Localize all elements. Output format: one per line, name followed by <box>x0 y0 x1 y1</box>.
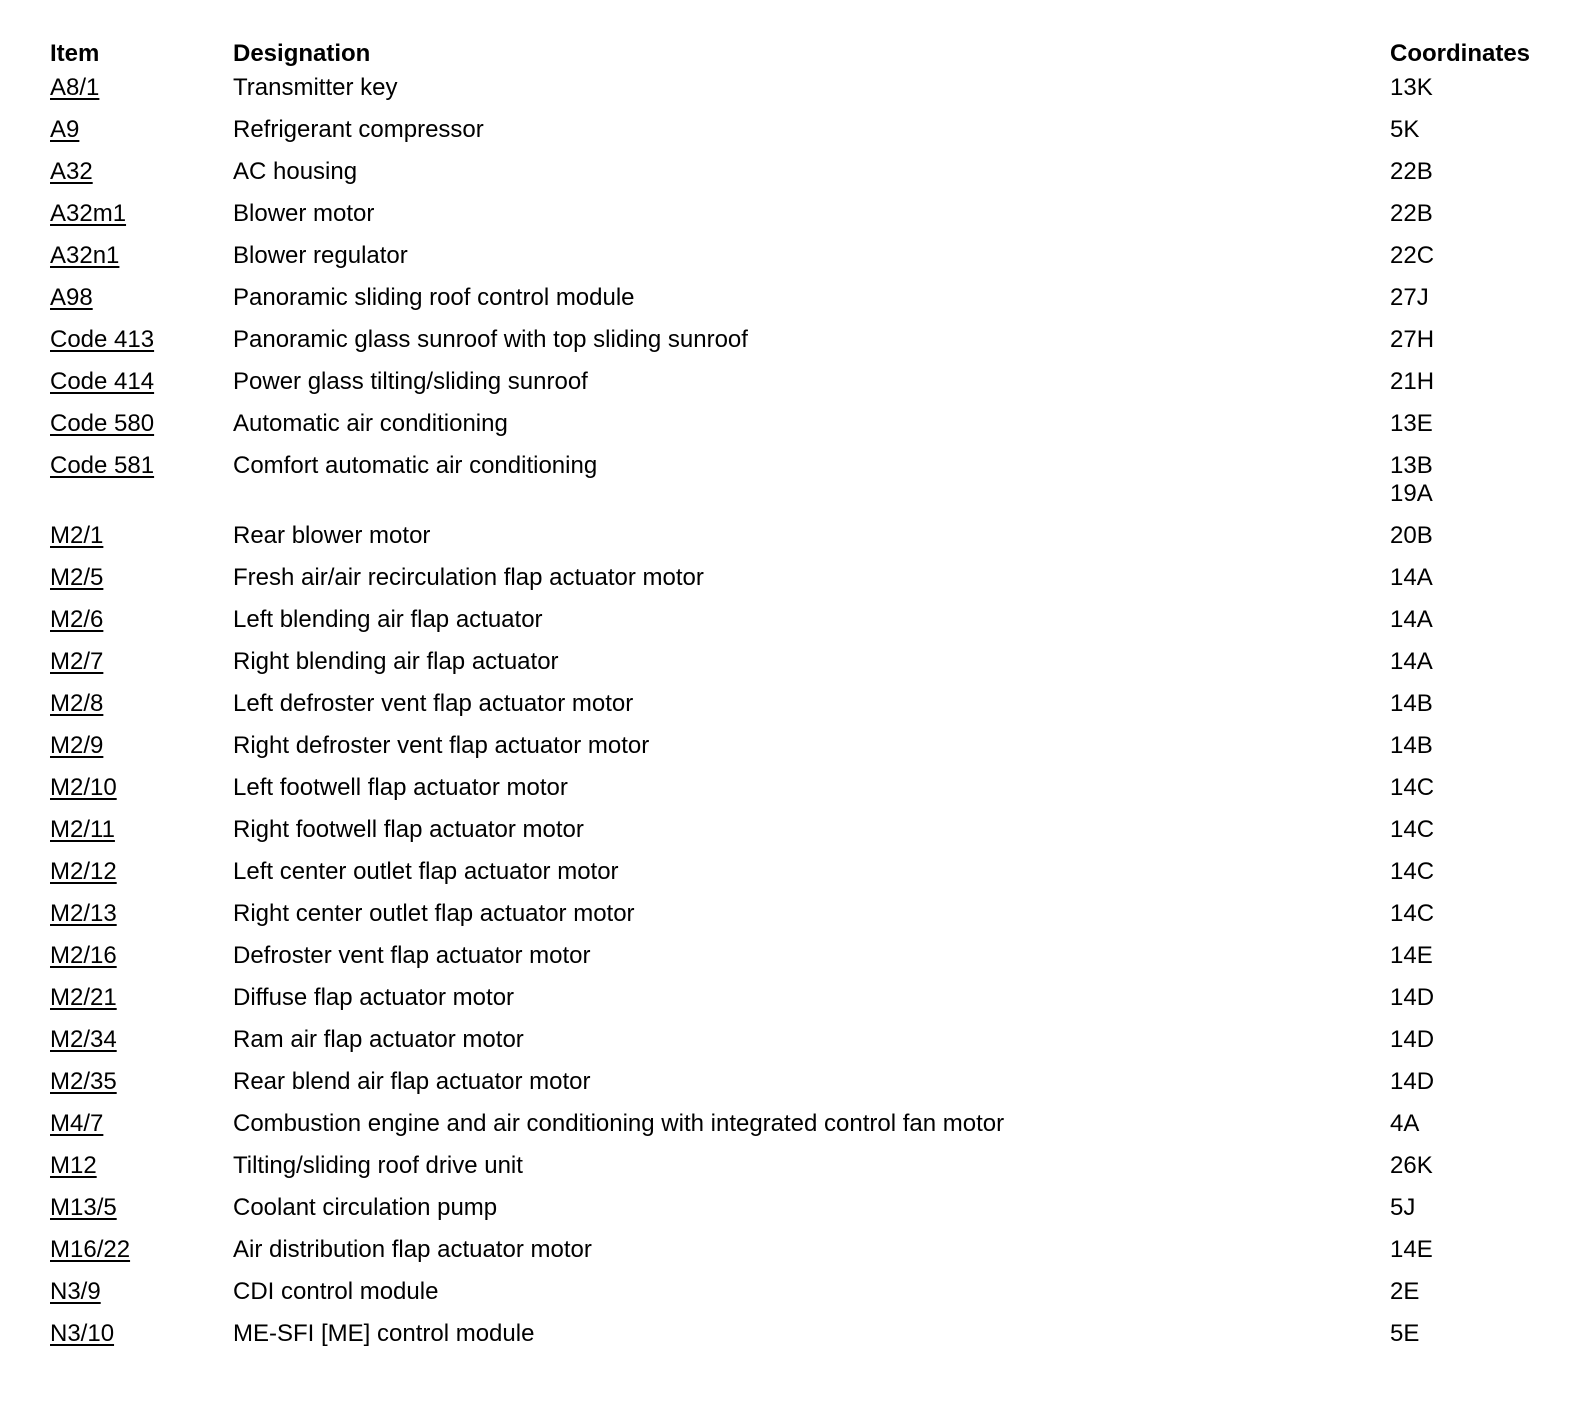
table-row <box>50 326 1550 368</box>
table-row <box>50 1194 1550 1236</box>
item-cell <box>50 1152 233 1194</box>
coordinates-cell <box>1390 368 1550 410</box>
coordinate-value: 14C <box>1390 774 1435 801</box>
designation-cell: Left blending air flap actuator <box>233 606 543 633</box>
item-link[interactable]: M2/34 <box>50 1026 117 1053</box>
table-row <box>50 816 1550 858</box>
item-cell <box>50 606 233 648</box>
coordinates-cell <box>1390 732 1550 774</box>
item-cell <box>50 816 233 858</box>
table-row <box>50 368 1550 410</box>
designation-cell: Fresh air/air recirculation flap actuator motor <box>233 564 704 591</box>
item-cell <box>50 284 233 326</box>
table-row <box>50 1236 1550 1278</box>
item-link[interactable]: M2/7 <box>50 648 104 675</box>
item-link[interactable]: A8/1 <box>50 74 100 101</box>
designation-cell: Rear blower motor <box>233 522 431 549</box>
coordinate-value: 22B <box>1390 158 1433 185</box>
designation-cell: Diffuse flap actuator motor <box>233 984 515 1011</box>
item-cell <box>50 564 233 606</box>
coordinate-value: 27H <box>1390 326 1435 353</box>
coordinates-cell <box>1390 816 1550 858</box>
table-row <box>50 858 1550 900</box>
item-link[interactable]: A32 <box>50 158 93 185</box>
coordinates-cell <box>1390 774 1550 816</box>
coordinates-cell <box>1390 564 1550 606</box>
header-row <box>50 40 1550 74</box>
coordinates-cell <box>1390 1194 1550 1236</box>
item-link[interactable]: M2/35 <box>50 1068 117 1095</box>
item-link[interactable]: A98 <box>50 284 93 311</box>
table-row <box>50 690 1550 732</box>
coordinate-value: 22C <box>1390 242 1435 269</box>
coordinate-value: 14B <box>1390 690 1433 717</box>
table-row <box>50 1320 1550 1362</box>
designation-cell: Combustion engine and air conditioning with integrated control fan motor <box>233 1110 1005 1137</box>
coordinate-value: 5K <box>1390 116 1420 143</box>
coordinate-value: 14D <box>1390 984 1435 1011</box>
table-row <box>50 648 1550 690</box>
coordinates-cell <box>1390 158 1550 200</box>
coordinate-value: 14A <box>1390 564 1433 591</box>
coordinates-cell <box>1390 326 1550 368</box>
item-link[interactable]: M2/11 <box>50 816 115 843</box>
coordinate-value: 14D <box>1390 1026 1435 1053</box>
coordinate-value: 14B <box>1390 732 1433 759</box>
item-cell <box>50 774 233 816</box>
coordinates-cell <box>1390 452 1550 522</box>
coordinates-cell <box>1390 1152 1550 1194</box>
designation-cell: Left defroster vent flap actuator motor <box>233 690 634 717</box>
coordinate-value: 4A <box>1390 1110 1420 1137</box>
item-cell <box>50 158 233 200</box>
designation-cell: Power glass tilting/sliding sunroof <box>233 368 588 395</box>
table-row <box>50 984 1550 1026</box>
table-row <box>50 452 1550 522</box>
designation-cell: Blower regulator <box>233 242 408 269</box>
coordinates-cell <box>1390 1068 1550 1110</box>
item-cell <box>50 452 233 522</box>
table-row <box>50 74 1550 116</box>
table-row <box>50 606 1550 648</box>
coordinates-cell <box>1390 1236 1550 1278</box>
table-row <box>50 1152 1550 1194</box>
coordinates-cell <box>1390 900 1550 942</box>
table-row <box>50 564 1550 606</box>
coordinates-cell <box>1390 1026 1550 1068</box>
designation-cell: ME-SFI [ME] control module <box>233 1320 535 1347</box>
item-link[interactable]: M2/5 <box>50 564 104 591</box>
coordinates-cell <box>1390 942 1550 984</box>
coordinate-value: 13B <box>1390 452 1433 479</box>
designation-cell: Right defroster vent flap actuator motor <box>233 732 650 759</box>
coordinate-value: 14A <box>1390 606 1433 633</box>
designation-cell: CDI control module <box>233 1278 439 1305</box>
table-row <box>50 410 1550 452</box>
item-cell <box>50 1236 233 1278</box>
coordinates-cell <box>1390 1320 1550 1362</box>
table-row <box>50 900 1550 942</box>
item-cell <box>50 74 233 116</box>
coordinate-value: 13E <box>1390 410 1433 437</box>
coordinates-cell <box>1390 74 1550 116</box>
designation-cell: Ram air flap actuator motor <box>233 1026 524 1053</box>
coordinates-cell <box>1390 606 1550 648</box>
item-cell <box>50 1278 233 1320</box>
item-cell <box>50 942 233 984</box>
coordinate-value: 26K <box>1390 1152 1433 1179</box>
designation-cell: Rear blend air flap actuator motor <box>233 1068 591 1095</box>
coordinates-cell <box>1390 116 1550 158</box>
coordinate-value: 14C <box>1390 858 1435 885</box>
item-cell <box>50 242 233 284</box>
table-row <box>50 1068 1550 1110</box>
coordinate-value: 27J <box>1390 284 1429 311</box>
item-link[interactable]: M2/9 <box>50 732 104 759</box>
designation-cell: Air distribution flap actuator motor <box>233 1236 592 1263</box>
item-cell <box>50 732 233 774</box>
designation-cell: Defroster vent flap actuator motor <box>233 942 591 969</box>
item-cell <box>50 858 233 900</box>
designation-cell: Panoramic glass sunroof with top sliding sunroof <box>233 326 748 353</box>
table-row <box>50 1278 1550 1320</box>
table-row <box>50 284 1550 326</box>
coordinate-value: 5J <box>1390 1194 1416 1221</box>
item-link[interactable]: M13/5 <box>50 1194 117 1221</box>
coordinates-cell <box>1390 242 1550 284</box>
item-cell <box>50 1068 233 1110</box>
item-link[interactable]: Code 581 <box>50 452 155 479</box>
designation-cell: Transmitter key <box>233 74 398 101</box>
coordinate-value: 20B <box>1390 522 1433 549</box>
coordinate-value: 14E <box>1390 942 1433 969</box>
item-cell <box>50 690 233 732</box>
table-row <box>50 522 1550 564</box>
table-row <box>50 200 1550 242</box>
coordinates-cell <box>1390 410 1550 452</box>
table-row <box>50 774 1550 816</box>
table-row <box>50 242 1550 284</box>
item-link[interactable]: M2/12 <box>50 858 117 885</box>
item-link[interactable]: A32m1 <box>50 200 127 227</box>
designation-cell: Blower motor <box>233 200 375 227</box>
item-cell <box>50 900 233 942</box>
table-body <box>50 74 1550 1362</box>
coordinate-value: 14C <box>1390 816 1435 843</box>
item-cell <box>50 984 233 1026</box>
designation-cell: Refrigerant compressor <box>233 116 484 143</box>
designation-cell: Panoramic sliding roof control module <box>233 284 635 311</box>
table-row <box>50 942 1550 984</box>
header-designation: Designation <box>233 40 371 67</box>
item-cell <box>50 1194 233 1236</box>
designation-cell: Left center outlet flap actuator motor <box>233 858 619 885</box>
coordinate-value: 2E <box>1390 1278 1420 1305</box>
item-link[interactable]: M4/7 <box>50 1110 104 1137</box>
item-cell <box>50 410 233 452</box>
coordinates-cell <box>1390 522 1550 564</box>
item-cell <box>50 522 233 564</box>
coordinate-value: 5E <box>1390 1320 1420 1347</box>
designation-cell: Right footwell flap actuator motor <box>233 816 584 843</box>
item-cell <box>50 1320 233 1362</box>
coordinates-cell <box>1390 200 1550 242</box>
table-row <box>50 158 1550 200</box>
coordinates-cell <box>1390 1278 1550 1320</box>
coordinates-cell <box>1390 648 1550 690</box>
coordinates-cell <box>1390 284 1550 326</box>
item-cell <box>50 1110 233 1152</box>
header-item: Item <box>50 40 100 67</box>
item-cell <box>50 200 233 242</box>
item-cell <box>50 368 233 410</box>
item-link[interactable]: M2/13 <box>50 900 117 927</box>
coordinate-value: 14E <box>1390 1236 1433 1263</box>
item-link[interactable]: Code 413 <box>50 326 155 353</box>
item-link[interactable]: A32n1 <box>50 242 120 269</box>
item-cell <box>50 116 233 158</box>
coordinate-value: 22B <box>1390 200 1433 227</box>
coordinate-value: 14C <box>1390 900 1435 927</box>
item-link[interactable]: N3/10 <box>50 1320 115 1347</box>
designation-cell: AC housing <box>233 158 358 185</box>
coordinates-cell <box>1390 858 1550 900</box>
coordinate-value: 19A <box>1390 480 1433 507</box>
item-link[interactable]: N3/9 <box>50 1278 101 1305</box>
table-row <box>50 1110 1550 1152</box>
coordinates-cell <box>1390 984 1550 1026</box>
coordinate-value: 14A <box>1390 648 1433 675</box>
designation-cell: Automatic air conditioning <box>233 410 508 437</box>
coordinate-value: 14D <box>1390 1068 1435 1095</box>
header-coordinates: Coordinates <box>1390 40 1531 67</box>
item-cell <box>50 326 233 368</box>
coordinate-value: 13K <box>1390 74 1433 101</box>
item-link[interactable]: M12 <box>50 1152 97 1179</box>
item-link[interactable]: M2/6 <box>50 606 104 633</box>
table-row <box>50 1026 1550 1068</box>
item-link[interactable]: A9 <box>50 116 80 143</box>
item-link[interactable]: M16/22 <box>50 1236 131 1263</box>
designation-cell: Tilting/sliding roof drive unit <box>233 1152 523 1179</box>
designation-cell: Left footwell flap actuator motor <box>233 774 568 801</box>
coordinates-cell <box>1390 690 1550 732</box>
item-link[interactable]: Code 414 <box>50 368 155 395</box>
coordinate-value: 21H <box>1390 368 1435 395</box>
item-link[interactable]: M2/16 <box>50 942 117 969</box>
designation-cell: Coolant circulation pump <box>233 1194 498 1221</box>
item-link[interactable]: M2/8 <box>50 690 104 717</box>
table-row <box>50 116 1550 158</box>
designation-cell: Right blending air flap actuator <box>233 648 559 675</box>
item-cell <box>50 1026 233 1068</box>
table-row <box>50 732 1550 774</box>
item-link[interactable]: M2/21 <box>50 984 117 1011</box>
item-cell <box>50 648 233 690</box>
item-link[interactable]: M2/1 <box>50 522 104 549</box>
item-link[interactable]: M2/10 <box>50 774 117 801</box>
designation-cell: Right center outlet flap actuator motor <box>233 900 635 927</box>
designation-cell: Comfort automatic air conditioning <box>233 452 598 479</box>
coordinates-cell <box>1390 1110 1550 1152</box>
item-link[interactable]: Code 580 <box>50 410 155 437</box>
component-legend-table <box>50 40 1550 1362</box>
